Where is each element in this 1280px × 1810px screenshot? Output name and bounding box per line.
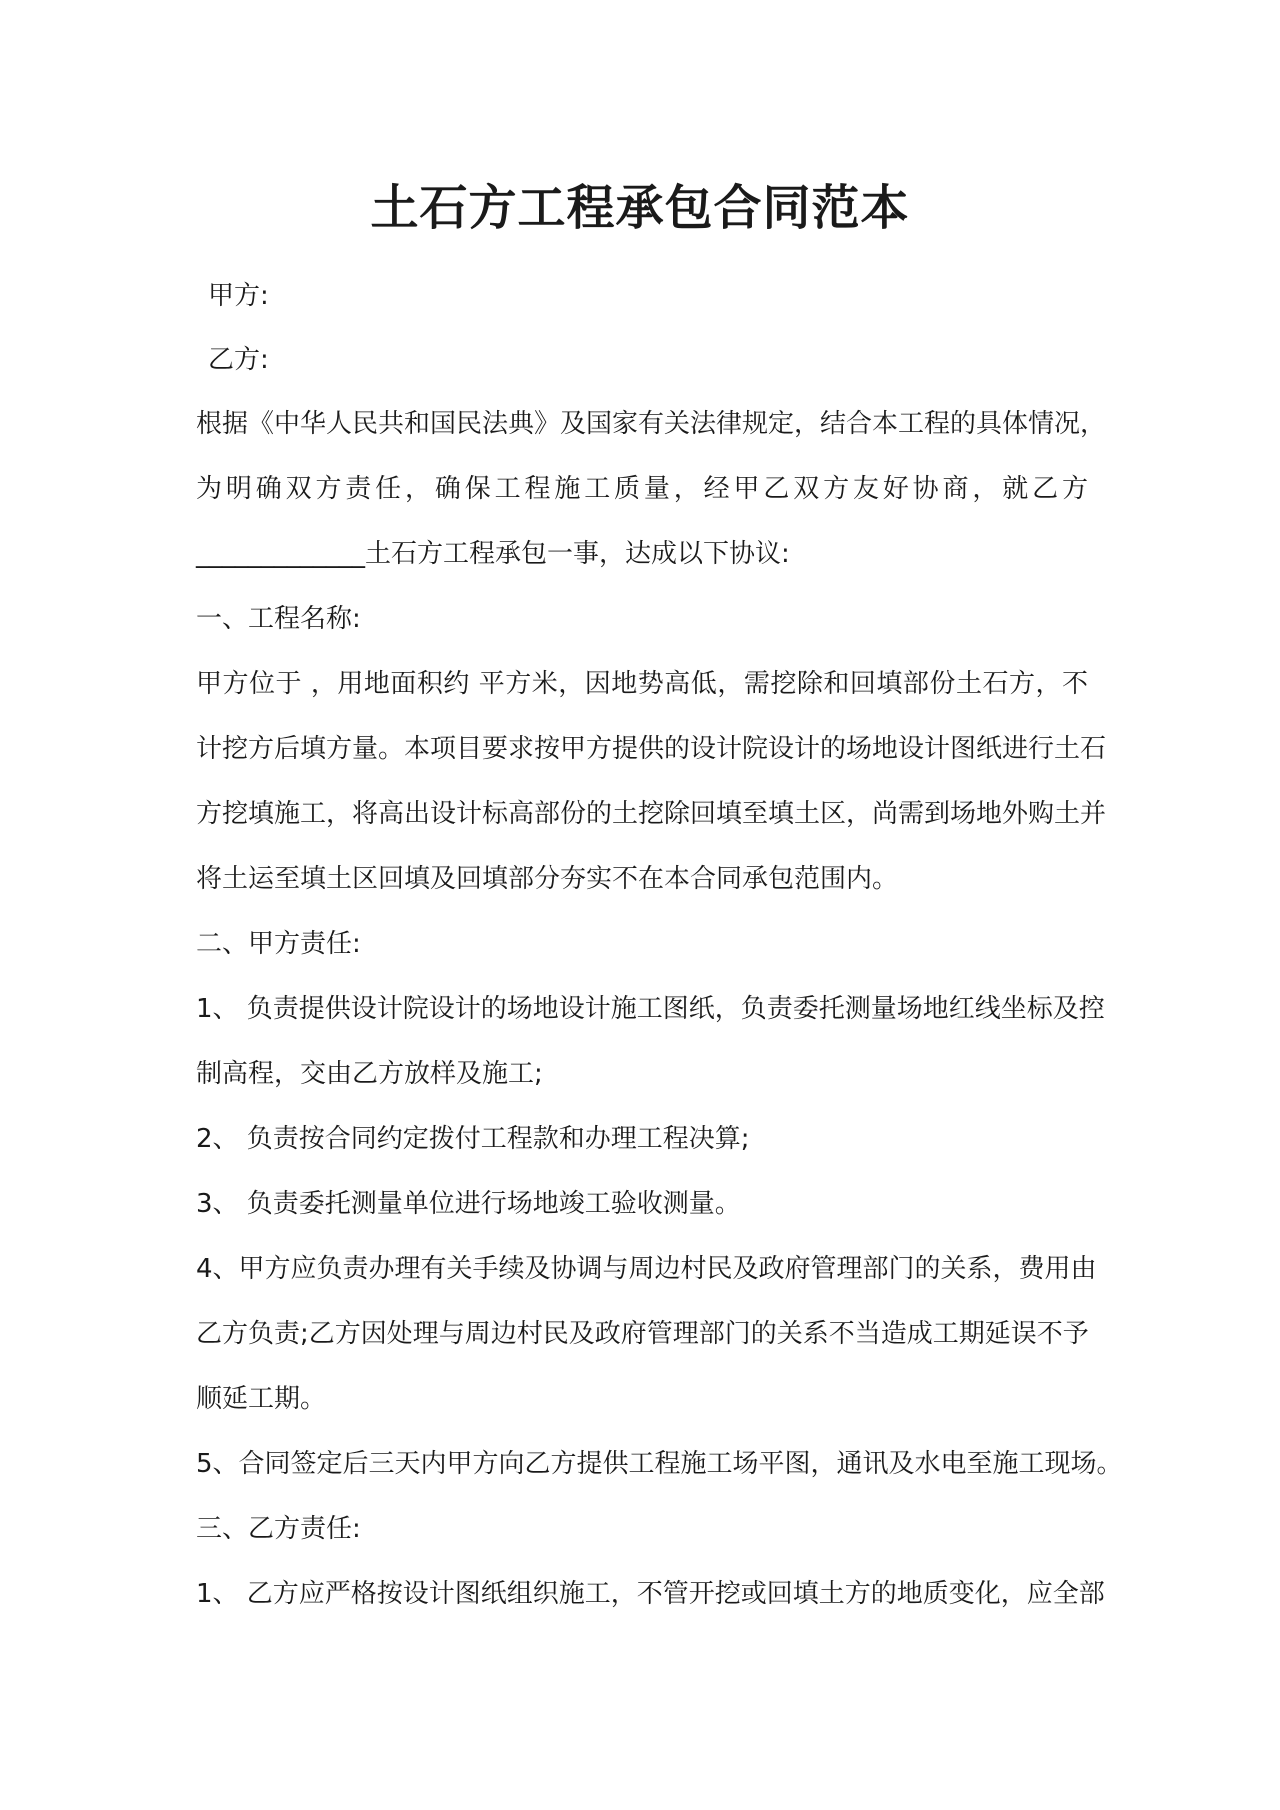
page-title: 土石方工程承包合同范本: [370, 180, 910, 236]
list-item: 乙方负责;乙方因处理与周边村民及政府管理部门的关系不当造成工期延误不予: [196, 1319, 1089, 1349]
paragraph-line: 计挖方后填方量。本项目要求按甲方提供的设计院设计的场地设计图纸进行土石: [196, 734, 1107, 764]
section-heading: 一、工程名称:: [196, 604, 361, 634]
paragraph-line: 为明确双方责任，确保工程施工质量，经甲乙双方友好协商，就乙方: [196, 474, 1088, 504]
list-item: 2、 负责按合同约定拨付工程款和办理工程决算;: [196, 1124, 750, 1154]
section-heading: 二、甲方责任:: [196, 929, 361, 959]
party-b-line: 乙方:: [208, 345, 269, 375]
list-item: 5、合同签定后三天内甲方向乙方提供工程施工场平图，通讯及水电至施工现场。: [196, 1449, 1123, 1479]
paragraph-line: _____________土石方工程承包一事，达成以下协议:: [196, 539, 790, 569]
paragraph-line: 方挖填施工，将高出设计标高部份的土挖除回填至填土区，尚需到场地外购土并: [196, 799, 1107, 829]
paragraph-line: 将土运至填土区回填及回填部分夯实不在本合同承包范围内。: [196, 864, 899, 894]
list-item: 顺延工期。: [196, 1384, 327, 1414]
list-item: 1、 乙方应严格按设计图纸组织施工，不管开挖或回填土方的地质变化，应全部: [196, 1579, 1105, 1609]
list-item: 1、 负责提供设计院设计的场地设计施工图纸，负责委托测量场地红线坐标及控: [196, 994, 1105, 1024]
paragraph-line: 甲方位于 ，用地面积约 平方米，因地势高低，需挖除和回填部份土石方，不: [196, 669, 1088, 699]
list-item: 制高程，交由乙方放样及施工;: [196, 1059, 543, 1089]
list-item: 4、甲方应负责办理有关手续及协调与周边村民及政府管理部门的关系，费用由: [196, 1254, 1097, 1284]
paragraph-line: 根据《中华人民共和国民法典》及国家有关法律规定，结合本工程的具体情况，: [196, 409, 1107, 439]
section-heading: 三、乙方责任:: [196, 1514, 361, 1544]
list-item: 3、 负责委托测量单位进行场地竣工验收测量。: [196, 1189, 741, 1219]
party-a-line: 甲方:: [208, 281, 269, 311]
